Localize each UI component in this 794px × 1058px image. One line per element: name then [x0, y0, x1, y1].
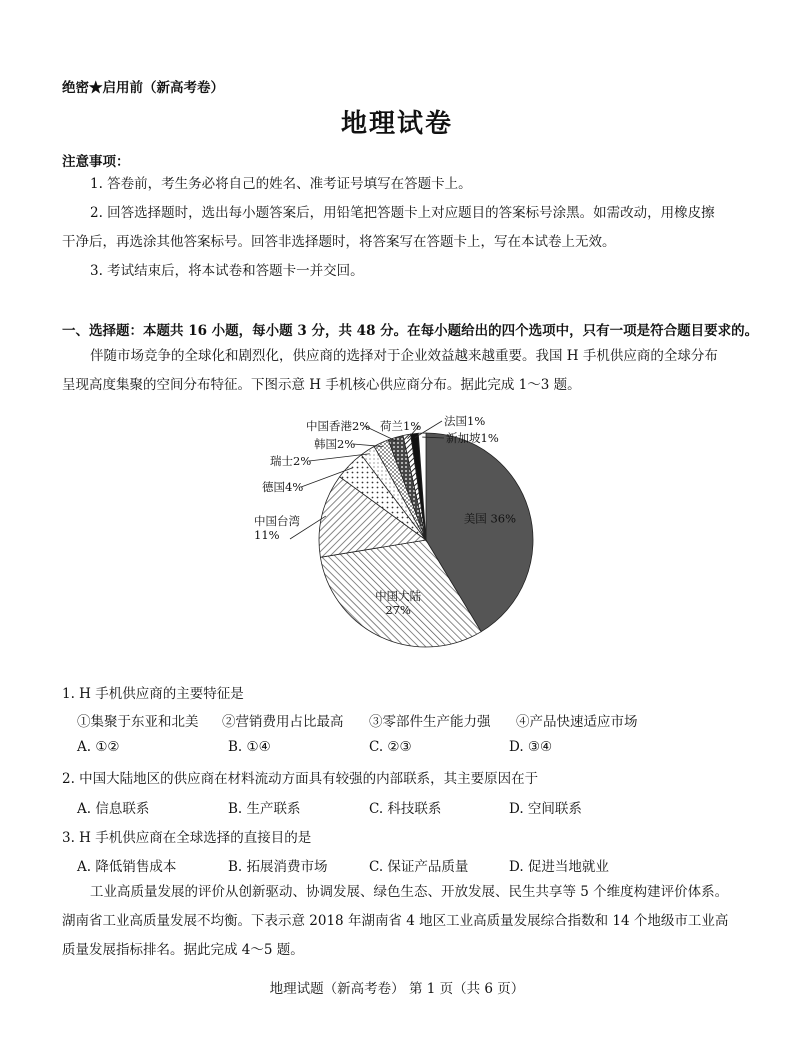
notice-item-2-cont: 干净后，再选涂其他答案标号。回答非选择题时，将答案写在答题卡上，写在本试卷上无效。 [62, 234, 616, 250]
passage-2-line-1: 工业高质量发展的评价从创新驱动、协调发展、绿色生态、开放发展、民生共享等 5 个维度构建评价体系。 [90, 884, 729, 900]
section-heading: 一、选择题：本题共 16 小题，每小题 3 分，共 48 分。在每小题给出的四个选项中，只有一项是符合题目要求的。 [62, 323, 759, 339]
question-3-stem: 3. H 手机供应商在全球选择的直接目的是 [62, 830, 312, 846]
q2-option-a[interactable]: A. 信息联系 [77, 801, 150, 817]
q1-option-d[interactable]: D. ③④ [509, 739, 553, 755]
pie-label-korea: 韩国2% [314, 437, 356, 451]
q1-sub-1: ①集聚于东亚和北美 [77, 714, 199, 730]
pie-label-singapore: 新加坡1% [446, 431, 499, 445]
q3-option-d[interactable]: D. 促进当地就业 [509, 859, 609, 875]
pie-label-germany: 德国4% [262, 480, 304, 494]
pie-label-cn-taiwan: 中国台湾 11% [254, 514, 300, 542]
notice-heading: 注意事项： [62, 154, 130, 170]
passage-2-line-3: 质量发展指标排名。据此完成 4～5 题。 [62, 942, 304, 958]
notice-item-2: 2. 回答选择题时，选出每小题答案后，用铅笔把答题卡上对应题目的答案标号涂黑。如需改动，用橡皮擦 [90, 205, 715, 221]
question-1-stem: 1. H 手机供应商的主要特征是 [62, 686, 244, 702]
pie-label-us: 美国 36% [463, 511, 517, 526]
q2-option-d[interactable]: D. 空间联系 [509, 801, 582, 817]
q1-sub-2: ②营销费用占比最高 [222, 714, 344, 730]
page-title: 地理试卷 [340, 109, 453, 139]
pie-label-switzerland: 瑞士2% [270, 454, 312, 468]
q3-option-b[interactable]: B. 拓展消费市场 [228, 859, 328, 875]
q3-option-c[interactable]: C. 保证产品质量 [369, 859, 469, 875]
pie-label-cn-hongkong: 中国香港2% [306, 419, 371, 433]
q1-option-a[interactable]: A. ①② [77, 739, 120, 755]
q2-option-c[interactable]: C. 科技联系 [369, 801, 442, 817]
passage-2-line-2: 湖南省工业高质量发展不均衡。下表示意 2018 年湖南省 4 地区工业高质量发展综合指数和 14 个地级市工业高 [62, 913, 729, 929]
q1-sub-3: ③零部件生产能力强 [369, 714, 491, 730]
q3-option-a[interactable]: A. 降低销售成本 [77, 859, 177, 875]
notice-item-1: 1. 答卷前，考生务必将自己的姓名、准考证号填写在答题卡上。 [90, 176, 472, 192]
notice-item-3: 3. 考试结束后，将本试卷和答题卡一并交回。 [90, 263, 364, 279]
page-footer: 地理试题（新高考卷） 第 1 页（共 6 页） [269, 981, 525, 997]
passage-1-line-1: 伴随市场竞争的全球化和剧烈化，供应商的选择对于企业效益越来越重要。我国 H 手机供应商的全球分布 [90, 348, 718, 364]
passage-1-line-2: 呈现高度集聚的空间分布特征。下图示意 H 手机核心供应商分布。据此完成 1～3 题。 [62, 377, 581, 393]
q1-sub-4: ④产品快速适应市场 [516, 714, 638, 730]
pie-label-cn-mainland: 中国大陆 27% [375, 589, 422, 618]
pie-label-france: 法国1% [444, 414, 486, 428]
confidential-label: 绝密★启用前（新高考卷） [62, 80, 224, 96]
q2-option-b[interactable]: B. 生产联系 [228, 801, 301, 817]
question-2-stem: 2. 中国大陆地区的供应商在材料流动方面具有较强的内部联系，其主要原因在于 [62, 771, 539, 787]
q1-option-b[interactable]: B. ①④ [228, 739, 271, 755]
supplier-pie-chart [240, 405, 560, 675]
pie-label-netherlands: 荷兰1% [380, 419, 422, 433]
q1-option-c[interactable]: C. ②③ [369, 739, 412, 755]
